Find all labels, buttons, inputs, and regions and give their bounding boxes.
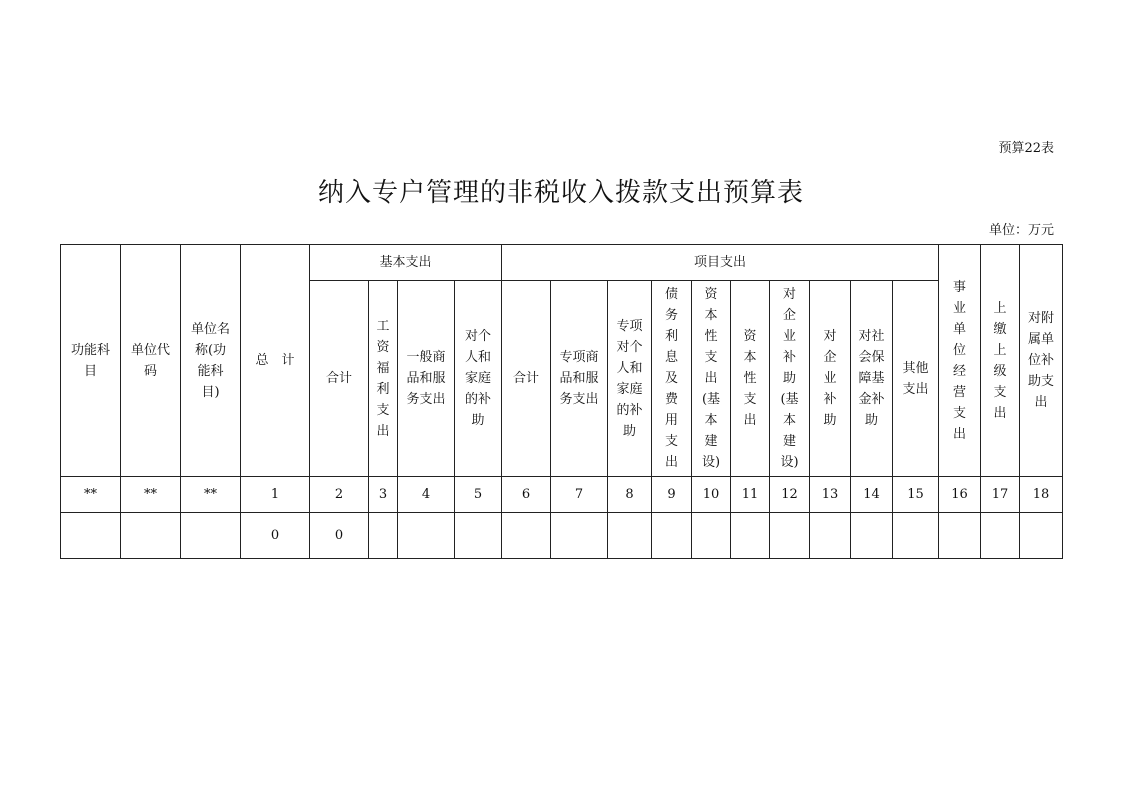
header-group-row	[61, 245, 1063, 281]
index-cell: 4	[398, 477, 455, 513]
page-title: 纳入专户管理的非税收入拨款支出预算表	[317, 178, 804, 208]
form-number: 预算22表	[998, 141, 1054, 156]
data-cell	[398, 513, 455, 559]
data-cell	[731, 513, 770, 559]
data-cell	[981, 513, 1020, 559]
unit-label: 单位：万元	[988, 223, 1054, 238]
index-cell: 7	[551, 477, 608, 513]
index-cell: 6	[502, 477, 551, 513]
header-basic-wage: 工 资 福 利 支 出	[369, 281, 398, 477]
data-cell	[692, 513, 731, 559]
index-row	[61, 477, 1063, 513]
header-project-special-goods: 专项商 品和服 务支出	[551, 281, 608, 477]
data-cell	[939, 513, 981, 559]
index-cell: 18	[1020, 477, 1063, 513]
budget-table	[60, 244, 1063, 559]
index-cell: 17	[981, 477, 1020, 513]
header-project-enterprise-basic: 对 企 业 补 助 (基 本 建 设)	[770, 281, 810, 477]
data-cell	[551, 513, 608, 559]
header-func-subject: 功能科 目	[61, 245, 121, 477]
header-basic-goods-services: 一般商 品和服 务支出	[398, 281, 455, 477]
index-cell: 10	[692, 477, 731, 513]
header-project-other: 其他 支出	[893, 281, 939, 477]
index-cell: **	[121, 477, 181, 513]
index-cell: 15	[893, 477, 939, 513]
data-cell	[652, 513, 692, 559]
header-remit-upper: 上 缴 上 级 支 出	[981, 245, 1020, 477]
header-project-social-security: 对社 会保 障基 金补 助	[851, 281, 893, 477]
index-cell: 5	[455, 477, 502, 513]
header-institution-ops: 事 业 单 位 经 营 支 出	[939, 245, 981, 477]
data-cell	[893, 513, 939, 559]
data-cell	[502, 513, 551, 559]
header-total: 总 计	[241, 245, 310, 477]
data-cell-total: 0	[241, 513, 310, 559]
data-cell	[369, 513, 398, 559]
data-cell	[608, 513, 652, 559]
index-cell: 3	[369, 477, 398, 513]
data-cell	[851, 513, 893, 559]
index-cell: 9	[652, 477, 692, 513]
header-project-special-personal: 专项 对个 人和 家庭 的补 助	[608, 281, 652, 477]
index-cell: **	[61, 477, 121, 513]
index-cell: 14	[851, 477, 893, 513]
header-basic-personal-subsidy: 对个 人和 家庭 的补 助	[455, 281, 502, 477]
index-cell: 2	[310, 477, 369, 513]
index-cell: 11	[731, 477, 770, 513]
header-project-enterprise: 对 企 业 补 助	[810, 281, 851, 477]
index-cell: 8	[608, 477, 652, 513]
index-cell: 1	[241, 477, 310, 513]
header-project-capital-basic: 资 本 性 支 出 (基 本 建 设)	[692, 281, 731, 477]
index-cell: 12	[770, 477, 810, 513]
data-cell	[770, 513, 810, 559]
data-cell	[1020, 513, 1063, 559]
data-cell	[455, 513, 502, 559]
data-cell	[810, 513, 851, 559]
data-cell	[121, 513, 181, 559]
data-cell	[61, 513, 121, 559]
header-project-debt-interest: 债 务 利 息 及 费 用 支 出	[652, 281, 692, 477]
header-subsidiary: 对附 属单 位补 助支 出	[1020, 245, 1063, 477]
index-cell: **	[181, 477, 241, 513]
header-basic-subtotal: 合计	[310, 281, 369, 477]
data-cell	[181, 513, 241, 559]
header-unit-code: 单位代 码	[121, 245, 181, 477]
header-project-group: 项目支出	[502, 245, 939, 281]
header-project-subtotal: 合计	[502, 281, 551, 477]
header-project-capital: 资 本 性 支 出	[731, 281, 770, 477]
index-cell: 16	[939, 477, 981, 513]
data-cell-basic-subtotal: 0	[310, 513, 369, 559]
index-cell: 13	[810, 477, 851, 513]
data-row	[61, 513, 1063, 559]
header-unit-name: 单位名 称(功 能科 目)	[181, 245, 241, 477]
header-basic-group: 基本支出	[310, 245, 502, 281]
